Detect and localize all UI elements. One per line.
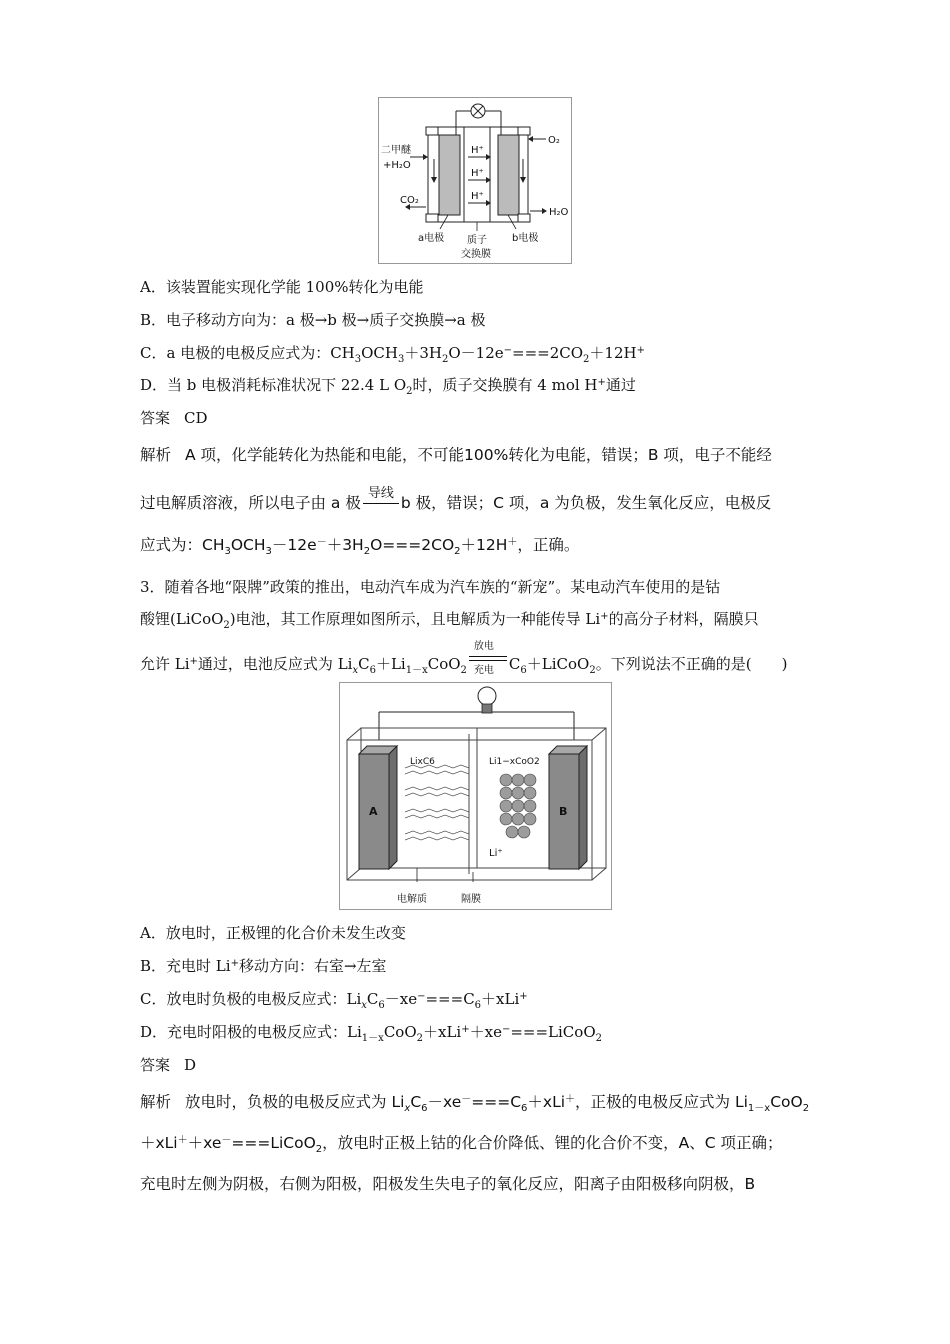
q2-option-c: C．a 电极的电极反应式为：$CH_3OCH_3+3H_2O-12e^-===2CO_2+12H^+$	[140, 344, 645, 365]
proton-label-3: H⁺	[471, 191, 484, 202]
licoo2-spheres	[500, 774, 536, 838]
q3-option-b: B．充电时 Li+移动方向：右室→左室	[140, 957, 387, 975]
proton-label-1: H⁺	[471, 145, 484, 156]
q3-option-a: A．放电时，正极锂的化合价未发生改变	[140, 924, 406, 942]
label-b-electrode: b电极	[512, 233, 539, 244]
label-a-electrode: a电极	[418, 233, 445, 244]
right-label-h2o: H₂O	[549, 207, 569, 218]
reversible-arrow: 放电 充电	[467, 653, 509, 671]
left-label-co2: CO₂	[400, 195, 419, 206]
fuel-cell-figure	[378, 97, 572, 264]
electrode-a-label: A	[369, 805, 378, 818]
q3-analysis-line-1: 解析 放电时，负极的电极反应式为 $Li_xC_6-xe^-===C_6+xLi^+$，正极的电极反应式为 $Li_{1-x}CoO_2$	[140, 1093, 810, 1114]
q2-option-b: B．电子移动方向为：a 极→b 极→质子交换膜→a 极	[140, 311, 486, 329]
separator-label: 隔膜	[461, 894, 481, 905]
q3-analysis-line-3: 充电时左侧为阴极，右侧为阳极，阳极发生失电子的氧化反应，阳离子由阳极移向阴极，B	[140, 1175, 756, 1193]
wire-label: 导线	[367, 486, 394, 501]
proton-label-2: H⁺	[471, 168, 484, 179]
q3-option-d: D．充电时阳极的电极反应式：$Li_{1-x}CoO_2+xLi^++xe^-===LiCoO_2$	[140, 1023, 602, 1044]
q3-stem-line-1: 3．随着各地“限牌”政策的推出，电动汽车成为汽车族的“新宠”。某电动汽车使用的是钴	[140, 578, 721, 596]
q2-analysis-line-2: 过电解质溶液，所以电子由 a 极 导线 b 极，错误；C 项，a 为负极，发生氧化反应，电极反	[140, 491, 771, 513]
q3-option-c: C．放电时负极的电极反应式：$Li_xC_6-xe^-===C_6+xLi^+$	[140, 990, 528, 1011]
battery-figure	[339, 682, 612, 910]
q2-analysis-line-3: 应式为：$CH_3OCH_3-12e^-+3H_2O===2CO_2+12H^+$，正确。	[140, 536, 580, 557]
label-membrane-2: 交换膜	[461, 249, 491, 260]
fuel-cell-diagram	[378, 97, 572, 264]
q3-analysis-line-2: ＋xLi＋＋xe－===LiCoO$_2$，放电时正极上钴的化合价降低、锂的化合价不变，A、C 项正确；	[140, 1134, 783, 1155]
q2-answer: 答案 CD	[140, 409, 208, 427]
q3-stem-line-3: 允许 Li+通过，电池反应式为 $Li_xC_6+Li_{1-x}CoO_2$ 放电 充电 $C_6+LiCoO_2$。下列说法不正确的是( )	[140, 641, 788, 676]
graphite-layers	[405, 765, 469, 840]
electrode-b-label: B	[559, 805, 568, 818]
right-label-o2: O₂	[548, 135, 560, 146]
q2-analysis-line-1: 解析 A 项，化学能转化为热能和电能，不可能100%转化为电能，错误；B 项，电子不能经	[140, 446, 772, 464]
right-compound-label: Li1−xCoO2	[489, 757, 540, 767]
q2-option-a: A．该装置能实现化学能 100%转化为电能	[140, 278, 424, 296]
left-compound-label: LixC6	[410, 757, 435, 767]
left-label-ether: 二甲醚	[381, 145, 411, 156]
li-ion-label: Li⁺	[489, 848, 503, 859]
label-membrane-1: 质子	[467, 235, 487, 246]
q2-option-d: D．当 b 电极消耗标准状况下 22.4 L $O_2$时，质子交换膜有 4 mol H+通过	[140, 376, 636, 397]
battery-diagram	[339, 682, 612, 910]
electrolyte-label: 电解质	[397, 894, 427, 905]
q3-answer: 答案 D	[140, 1056, 197, 1074]
left-label-water: +H₂O	[383, 160, 411, 171]
q3-stem-line-2: 酸锂(LiCoO$_2$)电池，其工作原理如图所示，且电解质为一种能传导 Li+的高分子材料，隔膜只	[140, 610, 759, 631]
